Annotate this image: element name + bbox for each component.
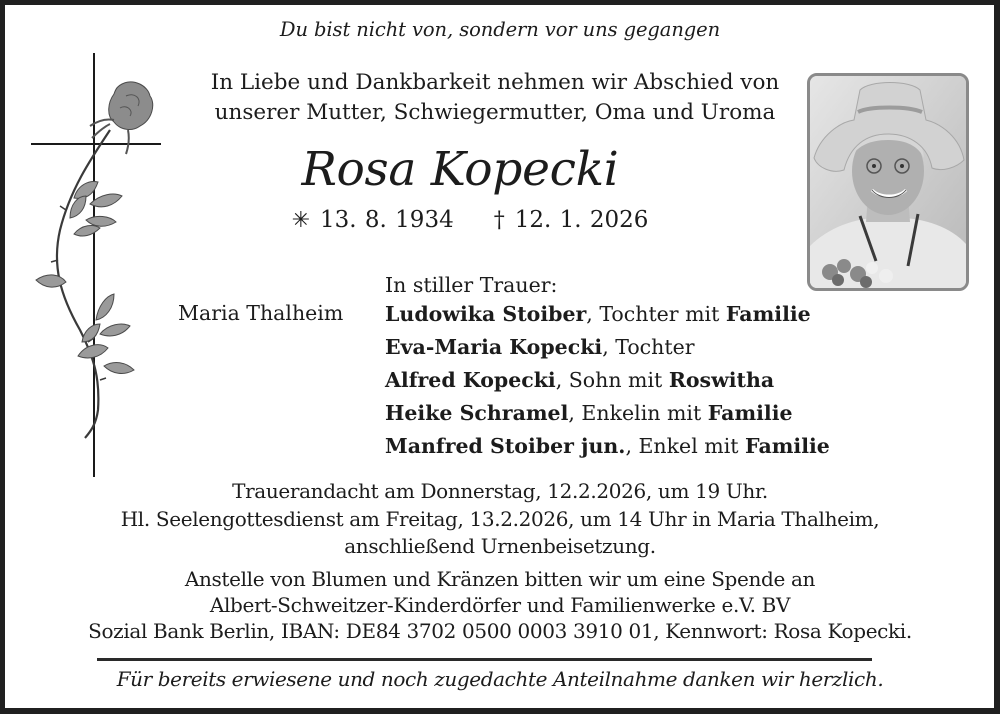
mourner-entry — [385, 364, 830, 397]
mourner-entry — [385, 298, 830, 331]
mourner-name: Ludowika Stoiber — [385, 302, 587, 326]
closing-thanks: Für bereits erwiesene und noch zugedachte Anteilnahme danken wir herzlich. — [116, 667, 884, 691]
intro-line-2: unserer Mutter, Schwiegermutter, Oma und Uroma — [214, 100, 776, 125]
donation-info — [0, 566, 1000, 644]
mourner-partner: Familie — [707, 401, 793, 425]
intro-text — [160, 68, 830, 128]
mourner-entry — [385, 430, 830, 463]
mourner-relation: , Tochter — [602, 335, 695, 359]
donation-line: Albert-Schweitzer-Kinderdörfer und Familienwerke e.V. BV — [209, 593, 791, 617]
mourner-name: Manfred Stoiber jun. — [385, 434, 626, 458]
divider-line — [97, 658, 872, 661]
donation-line: Sozial Bank Berlin, IBAN: DE84 3702 0500 0003 3910 01, Kennwort: Rosa Kopecki. — [88, 619, 912, 643]
mourner-name: Eva-Maria Kopecki — [385, 335, 603, 359]
rose-icon — [30, 80, 170, 440]
mourner-partner: Familie — [745, 434, 830, 458]
mourners-place: Maria Thalheim — [178, 301, 344, 325]
mourner-name: Alfred Kopecki — [385, 368, 556, 392]
mourners-heading: In stiller Trauer: — [385, 273, 558, 297]
death-dagger-icon: † — [493, 208, 505, 233]
portrait-photo — [807, 73, 969, 291]
deceased-name: Rosa Kopecki — [301, 142, 619, 197]
mourner-relation: , Sohn mit — [555, 368, 669, 392]
mourner-relation: , Enkelin mit — [568, 401, 708, 425]
service-line: anschließend Urnenbeisetzung. — [344, 534, 656, 558]
donation-line: Anstelle von Blumen und Kränzen bitten wir um eine Spende an — [184, 567, 816, 591]
intro-line-1: In Liebe und Dankbarkeit nehmen wir Abschied von — [210, 70, 780, 95]
portrait-photo-icon — [810, 76, 966, 288]
service-line: Trauerandacht am Donnerstag, 12.2.2026, um 19 Uhr. — [232, 479, 768, 503]
service-line: Hl. Seelengottesdienst am Freitag, 13.2.2026, um 14 Uhr in Maria Thalheim, — [120, 506, 880, 531]
life-dates — [270, 200, 670, 241]
mourner-relation: , Tochter mit — [586, 302, 726, 326]
mourner-entry — [385, 397, 830, 430]
motto-verse: Du bist nicht von, sondern vor uns gegangen — [279, 18, 721, 41]
mourners-list — [385, 298, 830, 463]
death-date: 12. 1. 2026 — [514, 207, 649, 233]
birth-star-icon: ✳ — [291, 208, 311, 233]
mourner-name: Heike Schramel — [385, 401, 569, 425]
mourner-relation: , Enkel mit — [625, 434, 746, 458]
mourner-partner: Familie — [725, 302, 811, 326]
service-info — [0, 478, 1000, 561]
mourner-partner: Roswitha — [668, 368, 775, 392]
birth-date: 13. 8. 1934 — [320, 207, 454, 233]
mourner-entry — [385, 331, 830, 364]
